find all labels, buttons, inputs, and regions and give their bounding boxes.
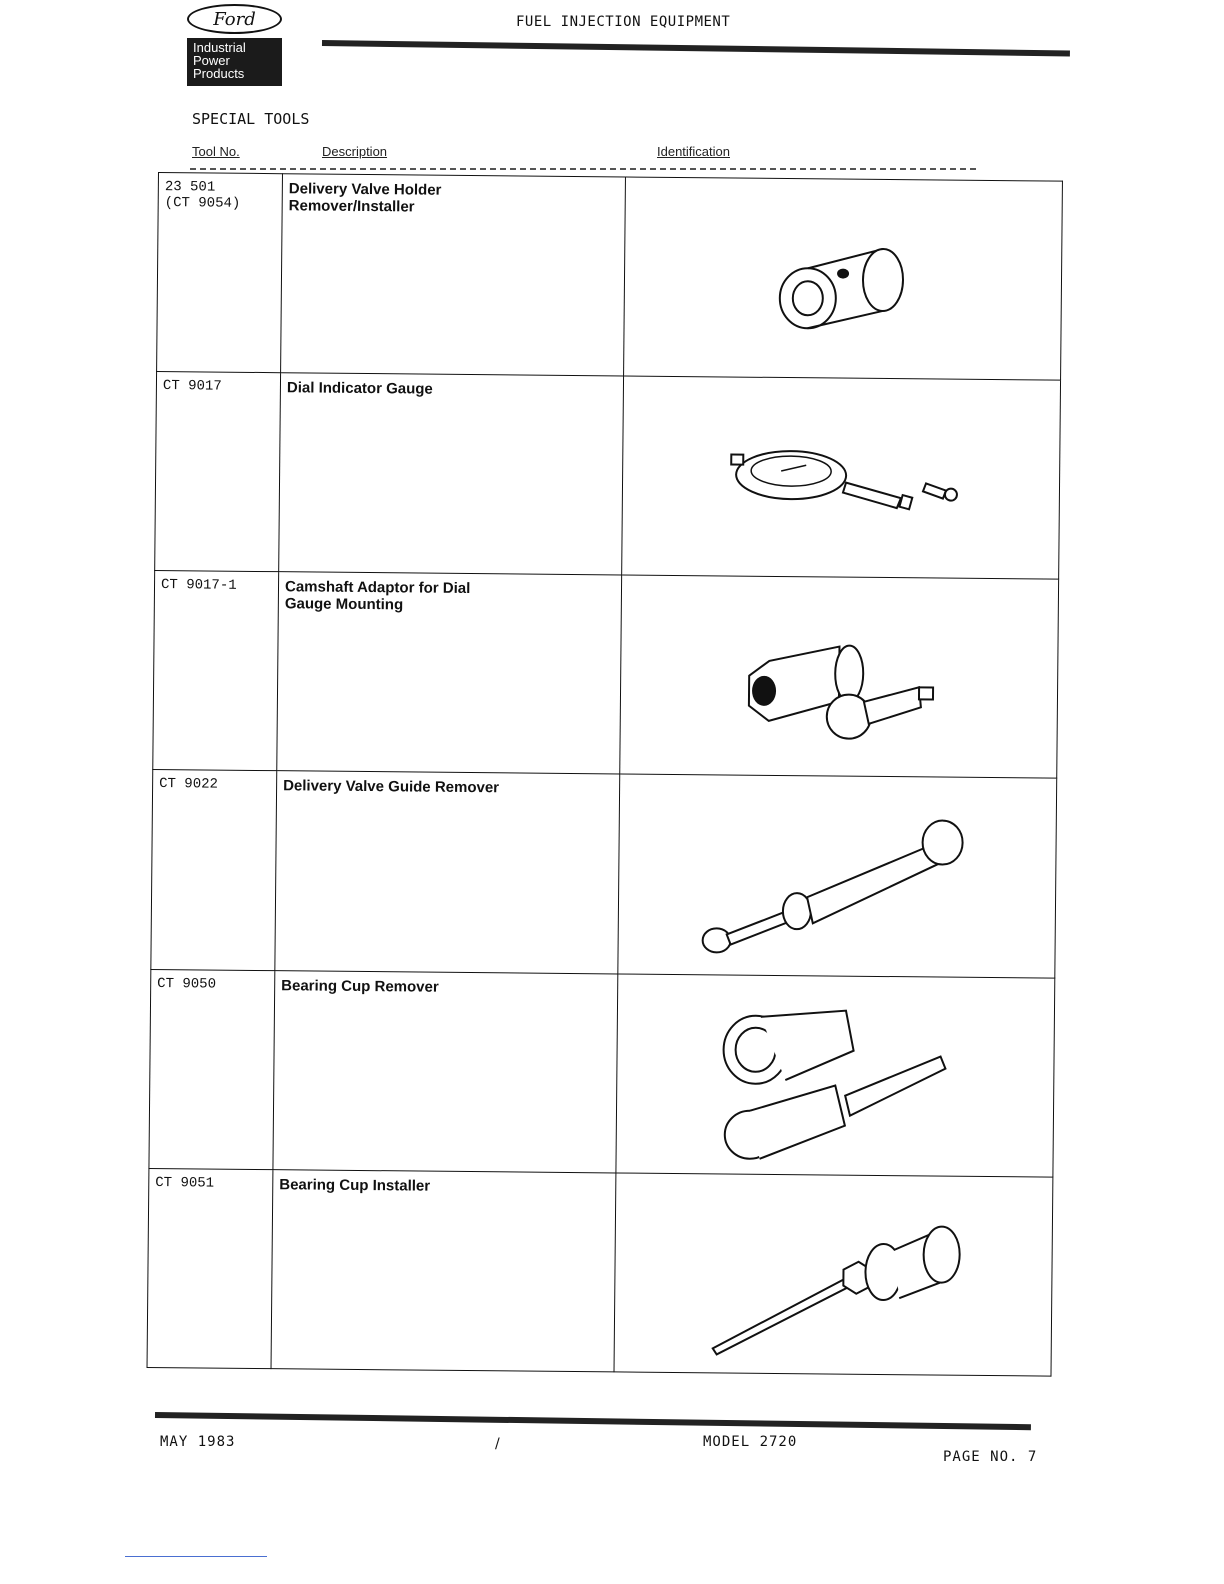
brand-line-1: Industrial bbox=[193, 40, 246, 55]
tools-table bbox=[147, 172, 1063, 1377]
tool-identification bbox=[624, 177, 1063, 380]
tool-description: Delivery Valve Holder Remover/Installer bbox=[281, 174, 626, 376]
footer-model: MODEL 2720 bbox=[703, 1434, 798, 1450]
tool-number: CT 9017 bbox=[155, 372, 281, 572]
valve-holder-icon bbox=[762, 228, 923, 350]
column-header-description: Description bbox=[322, 144, 388, 159]
brand-line-3: Products bbox=[193, 66, 245, 81]
footer-date: MAY 1983 bbox=[160, 1434, 236, 1450]
scan-artifact-line bbox=[125, 1556, 267, 1557]
tool-description: Bearing Cup Remover bbox=[273, 970, 618, 1172]
table-row bbox=[155, 372, 1061, 580]
brand-block bbox=[187, 38, 282, 86]
camshaft-adaptor-icon bbox=[729, 631, 950, 743]
tool-identification bbox=[622, 376, 1061, 579]
section-title: SPECIAL TOOLS bbox=[192, 110, 310, 128]
tool-description: Dial Indicator Gauge bbox=[279, 373, 624, 575]
tool-number: 23 501 (CT 9054) bbox=[157, 173, 283, 373]
table-row bbox=[151, 770, 1057, 978]
table-row bbox=[147, 1168, 1053, 1376]
dial-gauge-icon bbox=[711, 437, 972, 539]
tool-number: CT 9022 bbox=[151, 770, 277, 970]
footer-mark: / bbox=[495, 1436, 500, 1452]
column-header-identification: Identification bbox=[657, 144, 730, 159]
tool-number: CT 9017-1 bbox=[153, 571, 279, 771]
ford-logo-text: Ford bbox=[213, 8, 256, 30]
ford-logo bbox=[187, 4, 282, 34]
table-row bbox=[149, 969, 1055, 1177]
table-row bbox=[157, 173, 1063, 381]
header-rule bbox=[322, 40, 1070, 56]
tool-identification bbox=[614, 1173, 1053, 1376]
footer-page-number: PAGE NO. 7 bbox=[943, 1449, 1038, 1465]
tool-identification bbox=[620, 575, 1059, 778]
bearing-installer-icon bbox=[693, 1208, 974, 1361]
document-title: FUEL INJECTION EQUIPMENT bbox=[516, 14, 731, 30]
footer-rule bbox=[155, 1412, 1031, 1430]
table-row bbox=[153, 571, 1059, 779]
bearing-remover-icon bbox=[705, 1004, 967, 1166]
tool-description: Bearing Cup Installer bbox=[271, 1169, 616, 1372]
tool-identification bbox=[616, 974, 1055, 1177]
tool-description: Delivery Valve Guide Remover bbox=[275, 771, 620, 973]
tool-number: CT 9050 bbox=[149, 969, 275, 1169]
brand-line-2: Power bbox=[193, 53, 230, 68]
column-header-tool-no: Tool No. bbox=[192, 144, 240, 159]
tool-description: Camshaft Adaptor for Dial Gauge Mounting bbox=[277, 572, 622, 774]
tool-number: CT 9051 bbox=[147, 1168, 273, 1368]
column-header-rule bbox=[190, 168, 980, 170]
tool-identification bbox=[618, 774, 1057, 977]
guide-remover-icon bbox=[686, 810, 987, 963]
